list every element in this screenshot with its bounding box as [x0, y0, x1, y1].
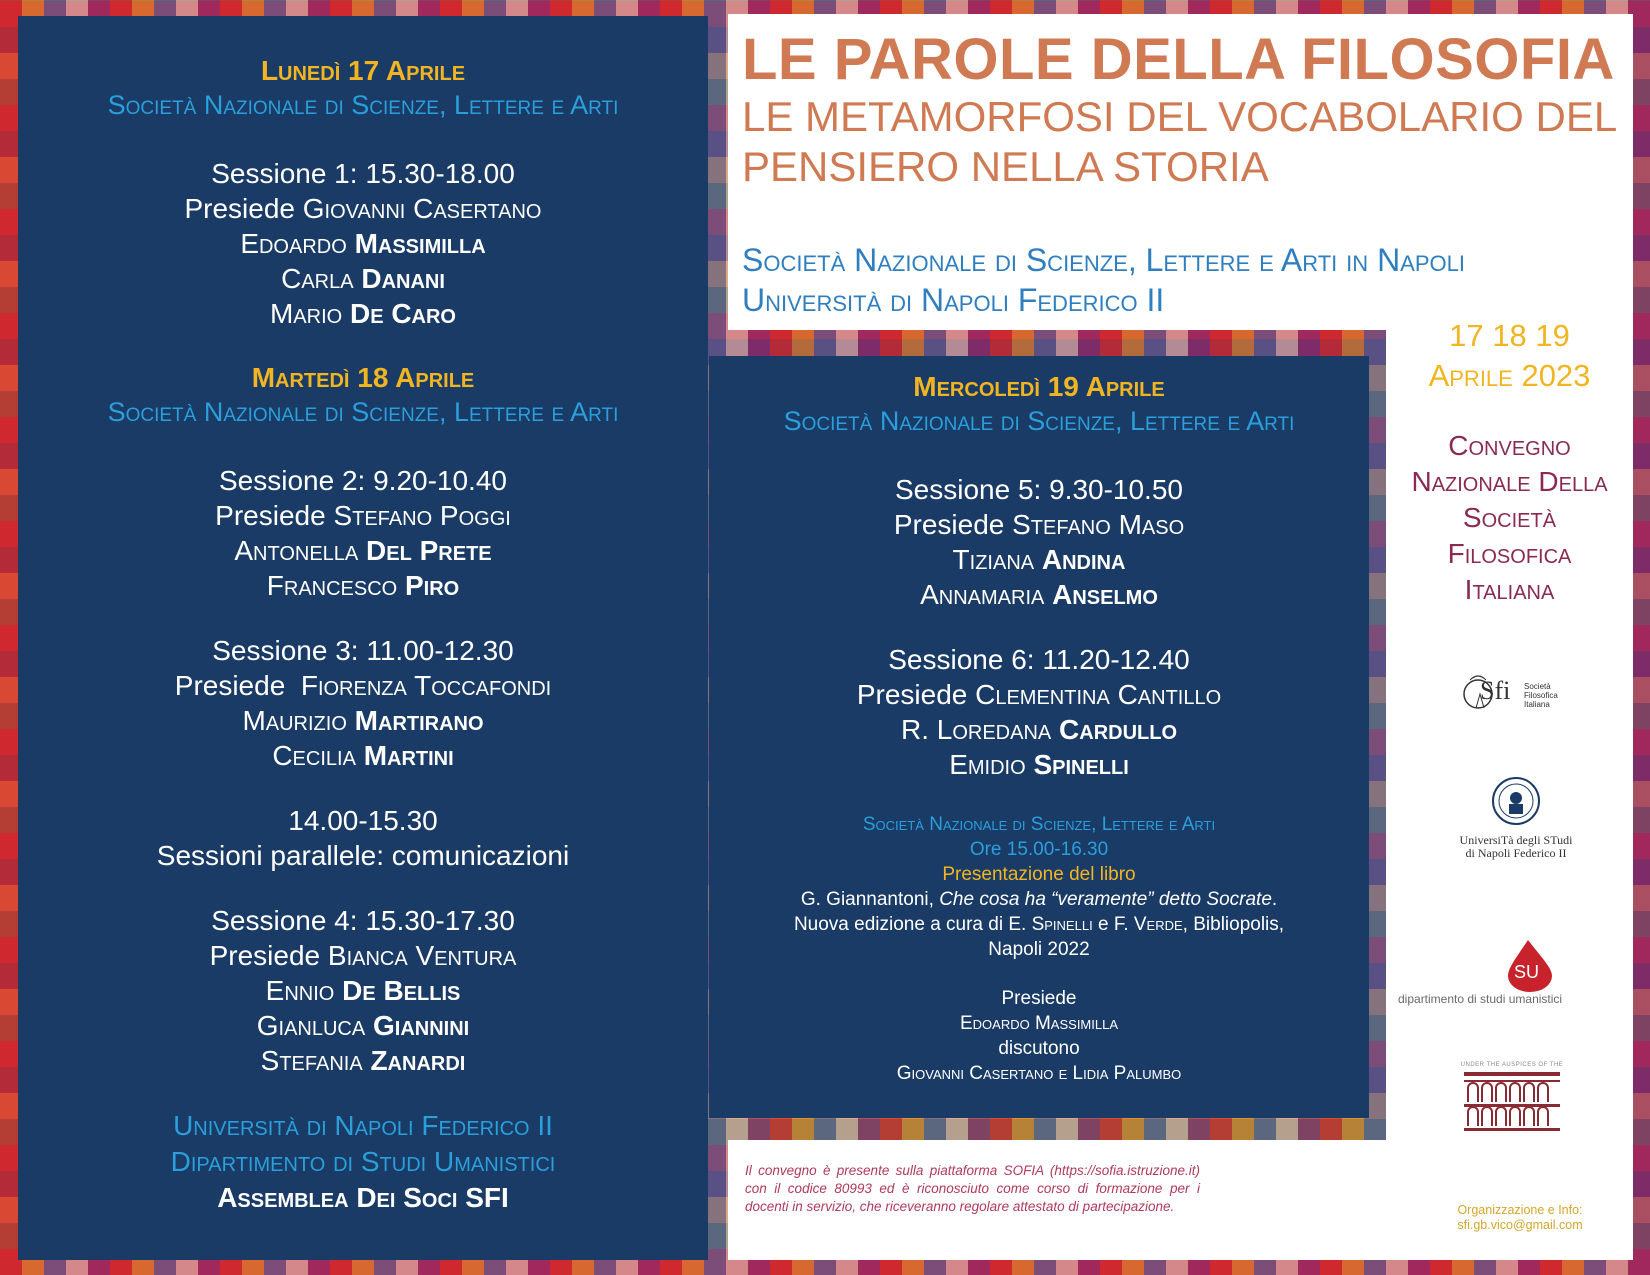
- rome-2024-logo: UNDER THE AUSPICES OF THE: [1460, 1062, 1564, 1162]
- conference-label: Convegno Nazionale Della Società Filosofica Italiana: [1411, 430, 1608, 605]
- colosseum-icon: [1462, 1070, 1562, 1140]
- session-6-speaker: Emidio Spinelli: [949, 749, 1129, 780]
- book-citation: G. Giannantoni, Che cosa ha “veramente” detto Socrate.: [800, 889, 1278, 910]
- organizers: Società Nazionale di Scienze, Lettere e Arti in Napoli Università di Napoli Federico II: [742, 242, 1465, 318]
- session-4-speaker: Gianluca Giannini: [256, 1010, 470, 1041]
- schedule-left-panel: [18, 16, 708, 1260]
- session-4-title: Sessione 4: 15.30-17.30: [211, 905, 515, 936]
- session-2-chair: Presiede Stefano Poggi: [215, 500, 511, 531]
- session-6-speaker: R. Loredana Cardullo: [900, 714, 1178, 745]
- session-2-speaker: Antonella Del Prete: [234, 535, 492, 566]
- studi-umanistici-logo: SU dipartimento di studi umanistici: [1398, 936, 1618, 1006]
- session-3-speaker: Cecilia Martini: [272, 740, 454, 771]
- book-discussants-label: discutono: [998, 1038, 1080, 1059]
- day-heading-wednesday: Mercoledì 19 Aprile: [913, 371, 1165, 402]
- venue-wednesday: Società Nazionale di Scienze, Lettere e Arti: [783, 406, 1295, 436]
- university-seal-icon: [1491, 776, 1541, 826]
- parallel-sessions-title: Sessioni parallele: comunicazioni: [156, 840, 570, 871]
- parallel-sessions-time: 14.00-15.30: [288, 805, 438, 836]
- venue-monday: Società Nazionale di Scienze, Lettere e Arti: [107, 90, 619, 120]
- session-1-speaker: Mario De Caro: [269, 298, 456, 329]
- event-dates: 17 18 19 Aprile 2023: [1428, 318, 1591, 393]
- book-discussants: Giovanni Casertano e Lidia Palumbo: [896, 1063, 1182, 1084]
- university-name: Università di Napoli Federico II: [173, 1110, 553, 1141]
- book-chair: Edoardo Massimilla: [959, 1013, 1119, 1034]
- session-5-chair: Presiede Stefano Maso: [893, 509, 1185, 540]
- session-6-chair: Presiede Clementina Cantillo: [856, 679, 1222, 710]
- session-2-speaker: Francesco Piro: [266, 570, 460, 601]
- contact-info: Organizzazione e Info: sfi.gb.vico@gmail.com: [1457, 1203, 1583, 1232]
- session-5-title: Sessione 5: 9.30-10.50: [895, 474, 1183, 505]
- page-subtitle: LE METAMORFOSI DEL VOCABOLARIO DEL PENSIERO NELLA STORIA: [742, 93, 1618, 190]
- sfi-logo: Sfi Società Filosofica Italiana: [1456, 668, 1576, 718]
- book-chair-label: Presiede: [1001, 988, 1077, 1009]
- department-name: Dipartimento di Studi Umanistici: [170, 1146, 556, 1177]
- session-3-speaker: Maurizio Martirano: [242, 705, 484, 736]
- session-1-speaker: Edoardo Massimilla: [240, 228, 486, 259]
- session-2-title: Sessione 2: 9.20-10.40: [219, 465, 507, 496]
- session-3-chair: Presiede Fiorenza Toccafondi: [174, 670, 552, 701]
- book-time: Ore 15.00-16.30: [969, 839, 1109, 860]
- session-1-speaker: Carla Danani: [281, 263, 445, 294]
- session-6-title: Sessione 6: 11.20-12.40: [888, 644, 1190, 675]
- book-label: Presentazione del libro: [942, 864, 1136, 885]
- day-heading-tuesday: Martedì 18 Aprile: [251, 362, 475, 393]
- unina-logo: UniversiTà degli STudi di Napoli Federico II: [1436, 776, 1596, 866]
- session-4-speaker: Ennio De Bellis: [265, 975, 461, 1006]
- day-heading-monday: Lunedì 17 Aprile: [260, 55, 466, 86]
- session-3-title: Sessione 3: 11.00-12.30: [212, 635, 514, 666]
- book-venue: Società Nazionale di Scienze, Lettere e Arti: [862, 814, 1216, 835]
- session-1-chair: Presiede Giovanni Casertano: [184, 193, 542, 224]
- session-1-title: Sessione 1: 15.30-18.00: [211, 158, 515, 189]
- assembly-title: Assemblea Dei Soci SFI: [217, 1182, 509, 1213]
- session-5-speaker: Tiziana Andina: [952, 544, 1126, 575]
- session-5-speaker: Annamaria Anselmo: [920, 579, 1158, 610]
- venue-tuesday: Società Nazionale di Scienze, Lettere e Arti: [107, 397, 619, 427]
- sofia-platform-note: Il convegno è presente sulla piattaforma SOFIA (https://sofia.istruzione.it) con il codice 80993 ed è riconosciuto come corso di formazione per i docenti in servizio, che riceveranno regolare attestato di partecipazione.: [745, 1163, 1200, 1214]
- book-edition: Nuova edizione a cura di E. Spinelli e F. Verde, Bibliopolis,: [793, 914, 1285, 935]
- page-title: LE PAROLE DELLA FILOSOFIA: [742, 27, 1615, 92]
- book-place: Napoli 2022: [988, 939, 1090, 960]
- session-4-chair: Presiede Bianca Ventura: [209, 940, 517, 971]
- session-4-speaker: Stefania Zanardi: [260, 1045, 466, 1076]
- schedule-middle-panel: [709, 356, 1369, 1118]
